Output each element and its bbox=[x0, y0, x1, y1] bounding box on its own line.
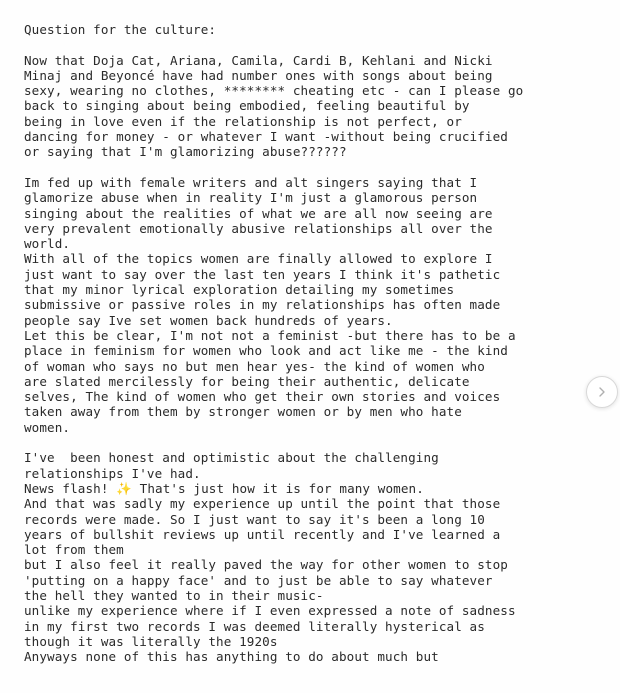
paragraph-2 bbox=[24, 175, 609, 435]
note-line: Anyways none of this has anything to do about much but bbox=[24, 649, 439, 665]
note-line: submissive or passive roles in my relationships has often made bbox=[24, 297, 501, 313]
paragraph-gap bbox=[24, 435, 609, 450]
note-line: Now that Doja Cat, Ariana, Camila, Cardi B, Kehlani and Nicki bbox=[24, 52, 493, 68]
note-line: unlike my experience where if I even expressed a note of sadness bbox=[24, 603, 516, 619]
note-line: 'putting on a happy face' and to just be able to say whatever bbox=[24, 572, 493, 588]
note-line: lot from them bbox=[24, 542, 124, 558]
note-line: years of bullshit reviews up until recently and I've learned a bbox=[24, 526, 501, 542]
note-line: relationships I've had. bbox=[24, 465, 201, 481]
note-line: in my first two records I was deemed literally hysterical as bbox=[24, 618, 485, 634]
note-line: I've been honest and optimistic about the challenging bbox=[24, 450, 439, 466]
note-line: very prevalent emotionally abusive relationships all over the bbox=[24, 220, 493, 236]
note-line: just want to say over the last ten years I think it's pathetic bbox=[24, 266, 501, 282]
chevron-right-icon bbox=[596, 386, 608, 398]
next-slide-button[interactable] bbox=[586, 376, 618, 408]
note-line: women. bbox=[24, 419, 71, 435]
note-line: Minaj and Beyoncé have had number ones with songs about being bbox=[24, 67, 493, 83]
note-line: taken away from them by stronger women or by men who hate bbox=[24, 404, 462, 420]
note-line: or saying that I'm glamorizing abuse?????? bbox=[24, 144, 347, 160]
note-line: place in feminism for women who look and act like me - the kind bbox=[24, 343, 508, 359]
note-line: back to singing about being embodied, feeling beautiful by bbox=[24, 98, 470, 114]
note-line: records were made. So I just want to say it's been a long 10 bbox=[24, 511, 485, 527]
note-line: people say Ive set women back hundreds of years. bbox=[24, 312, 393, 328]
note-line: With all of the topics women are finally allowed to explore I bbox=[24, 251, 493, 267]
paragraph-1 bbox=[24, 53, 609, 160]
note-line: And that was sadly my experience up until the point that those bbox=[24, 496, 501, 512]
note-line: that my minor lyrical exploration detailing my sometimes bbox=[24, 282, 455, 298]
note-line: being in love even if the relationship is not perfect, or bbox=[24, 113, 462, 129]
note-line: the hell they wanted to in their music- bbox=[24, 587, 324, 603]
note-line: Let this be clear, I'm not not a feminist -but there has to be a bbox=[24, 327, 516, 343]
note-line: selves, The kind of women who get their own stories and voices bbox=[24, 389, 501, 405]
note-line: but I also feel it really paved the way for other women to stop bbox=[24, 557, 508, 573]
note-title: Question for the culture: bbox=[24, 22, 217, 37]
paragraph-gap bbox=[24, 37, 609, 52]
note-line: sexy, wearing no clothes, ******** cheating etc - can I please go bbox=[24, 83, 524, 99]
note-line: News flash! ✨ That's just how it is for many women. bbox=[24, 480, 424, 496]
note-line: of woman who says no but men hear yes- the kind of women who bbox=[24, 358, 485, 374]
note-line: are slated mercilessly for being their authentic, delicate bbox=[24, 373, 470, 389]
note-line: though it was literally the 1920s bbox=[24, 633, 278, 649]
note-line: dancing for money - or whatever I want -without being crucified bbox=[24, 129, 508, 145]
note-line: Im fed up with female writers and alt singers saying that I bbox=[24, 174, 478, 190]
paragraph-gap bbox=[24, 160, 609, 175]
note-line: singing about the realities of what we are all now seeing are bbox=[24, 205, 493, 221]
paragraph-3 bbox=[24, 450, 609, 664]
typewritten-note bbox=[24, 22, 609, 664]
note-line: world. bbox=[24, 236, 71, 252]
note-line: glamorize abuse when in reality I'm just a glamorous person bbox=[24, 190, 478, 206]
